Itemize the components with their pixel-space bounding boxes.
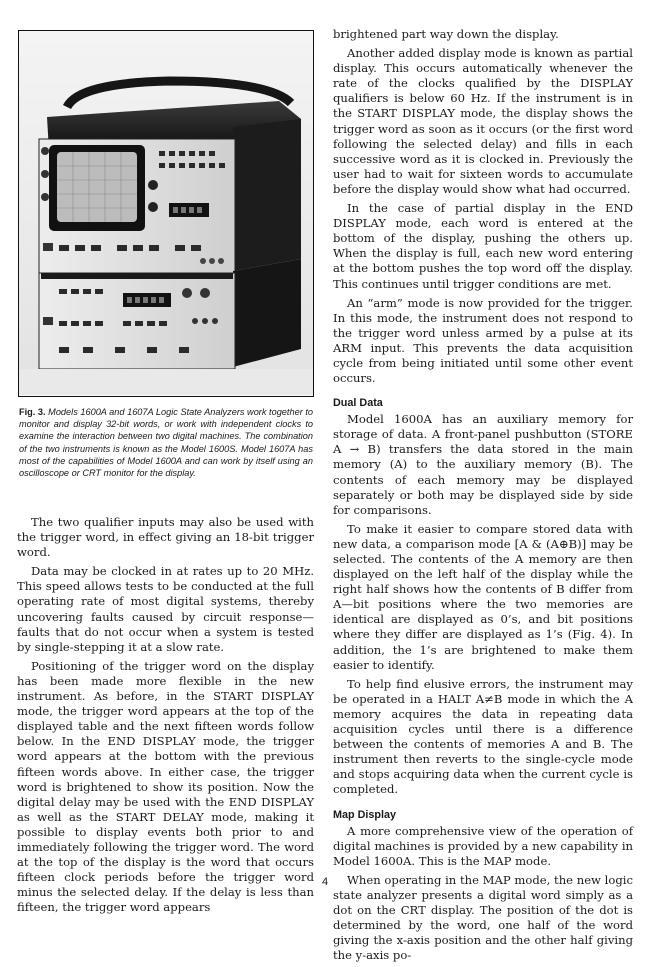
paragraph: When operating in the MAP mode, the new logic state analyzer presents a digital word simply as a dot on the CRT display. The position of the dot is determined by the word, one half of the word giving the x-axis position and the other half giving the y-axis po-: [333, 872, 633, 963]
figure-caption-text: Models 1600A and 1607A Logic State Analyzers work together to monitor and display 32-bit words, or work with independent clocks to examine the interaction between two digital machines. The combination of the two instruments is known as the Model 1600S. Model 1607A has most of the capabilities of Model 1600A and can work by itself using an oscilloscope or CRT monitor for the display.: [19, 407, 313, 479]
paragraph: In the case of partial display in the END DISPLAY mode, each word is entered at the bottom of the display, pushing the others up. When the display is full, each new word entering at the bottom pushes the top word off the display. This continues until trigger conditions are met.: [333, 201, 633, 291]
paragraph: The two qualifier inputs may also be used with the trigger word, in effect giving an 18-bit trigger word.: [17, 515, 314, 560]
left-column: [17, 515, 314, 919]
section-heading-dual-data: Dual Data: [333, 397, 383, 410]
paragraph: A more comprehensive view of the operation of digital machines is provided by a new capability in Model 1600A. This is the MAP mode.: [333, 823, 633, 868]
logic-analyzer-photo: [19, 31, 313, 395]
paragraph: An “arm” mode is now provided for the trigger. In this mode, the instrument does not respond to the trigger word unless armed by a pulse at its ARM input. This prevents the data acquisition cycle from being initiated until some other event occurs.: [333, 295, 633, 386]
paragraph: To make it easier to compare stored data with new data, a comparison mode [A & (A⊕B)] may be selected. The contents of the A memory are then displayed on the left half of the display while the right half shows how the contents of B differ from A—bit positions where the two memories are identical are displayed as 0’s, and bit positions where they differ are displayed as 1’s (Fig. 4). In addition, the 1’s are brightened to make them easier to identify.: [333, 521, 633, 672]
paragraph-continuation: brightened part way down the display.: [333, 27, 559, 41]
paragraph: Model 1600A has an auxiliary memory for storage of data. A front-panel pushbutton (STORE A → B) transfers the data stored in the main memory (A) to the auxiliary memory (B). The contents of each memory may be displayed separately or both may be displayed side by side for comparisons.: [333, 412, 633, 517]
right-column: [333, 27, 633, 967]
page-number: 4: [321, 876, 329, 888]
figure-label: Fig. 3.: [19, 407, 46, 417]
paragraph: Data may be clocked in at rates up to 20 MHz. This speed allows tests to be conducted at the full operating rate of most digital systems, thereby uncovering faults caused by circuit response—faults that do not occur when a system is tested by single-stepping it at a slow rate.: [17, 564, 314, 654]
figure-photo: [18, 30, 314, 397]
figure-caption: [19, 406, 313, 479]
paragraph: Positioning of the trigger word on the display has been made more flexible in the new instrument. As before, in the START DISPLAY mode, the trigger word appears at the top of the displayed table and the next fifteen words follow below. In the END DISPLAY mode, the trigger word appears at the bottom with the previous fifteen words above. In either case, the trigger word is brightened to show its position. Now the digital delay may be used with the END DISPLAY as well as the START DELAY mode, making it possible to display events both prior to and immediately following the trigger word. The word at the top of the display is the word that occurs fifteen clock periods before the trigger word minus the selected delay. If the delay is less than fifteen, the trigger word appears: [17, 658, 314, 915]
paragraph: To help find elusive errors, the instrument may be operated in a HALT A≠B mode in which the A memory acquires the data in repeating data acquisition cycles until there is a difference between the contents of memories A and B. The instrument then reverts to the single-cycle mode and stops acquiring data when the current cycle is completed.: [333, 676, 633, 797]
paragraph: Another added display mode is known as partial display. This occurs automatically whenever the rate of the clocks qualified by the DISPLAY qualifiers is below 60 Hz. If the instrument is in the START DISPLAY mode, the display shows the trigger word as soon as it occurs (or the first word following the selected delay) and fills in each successive word as it is clocked in. Previously the user had to wait for sixteen words to accumulate before the display would show what had occurred.: [333, 46, 633, 196]
section-heading-map-display: Map Display: [333, 808, 396, 821]
